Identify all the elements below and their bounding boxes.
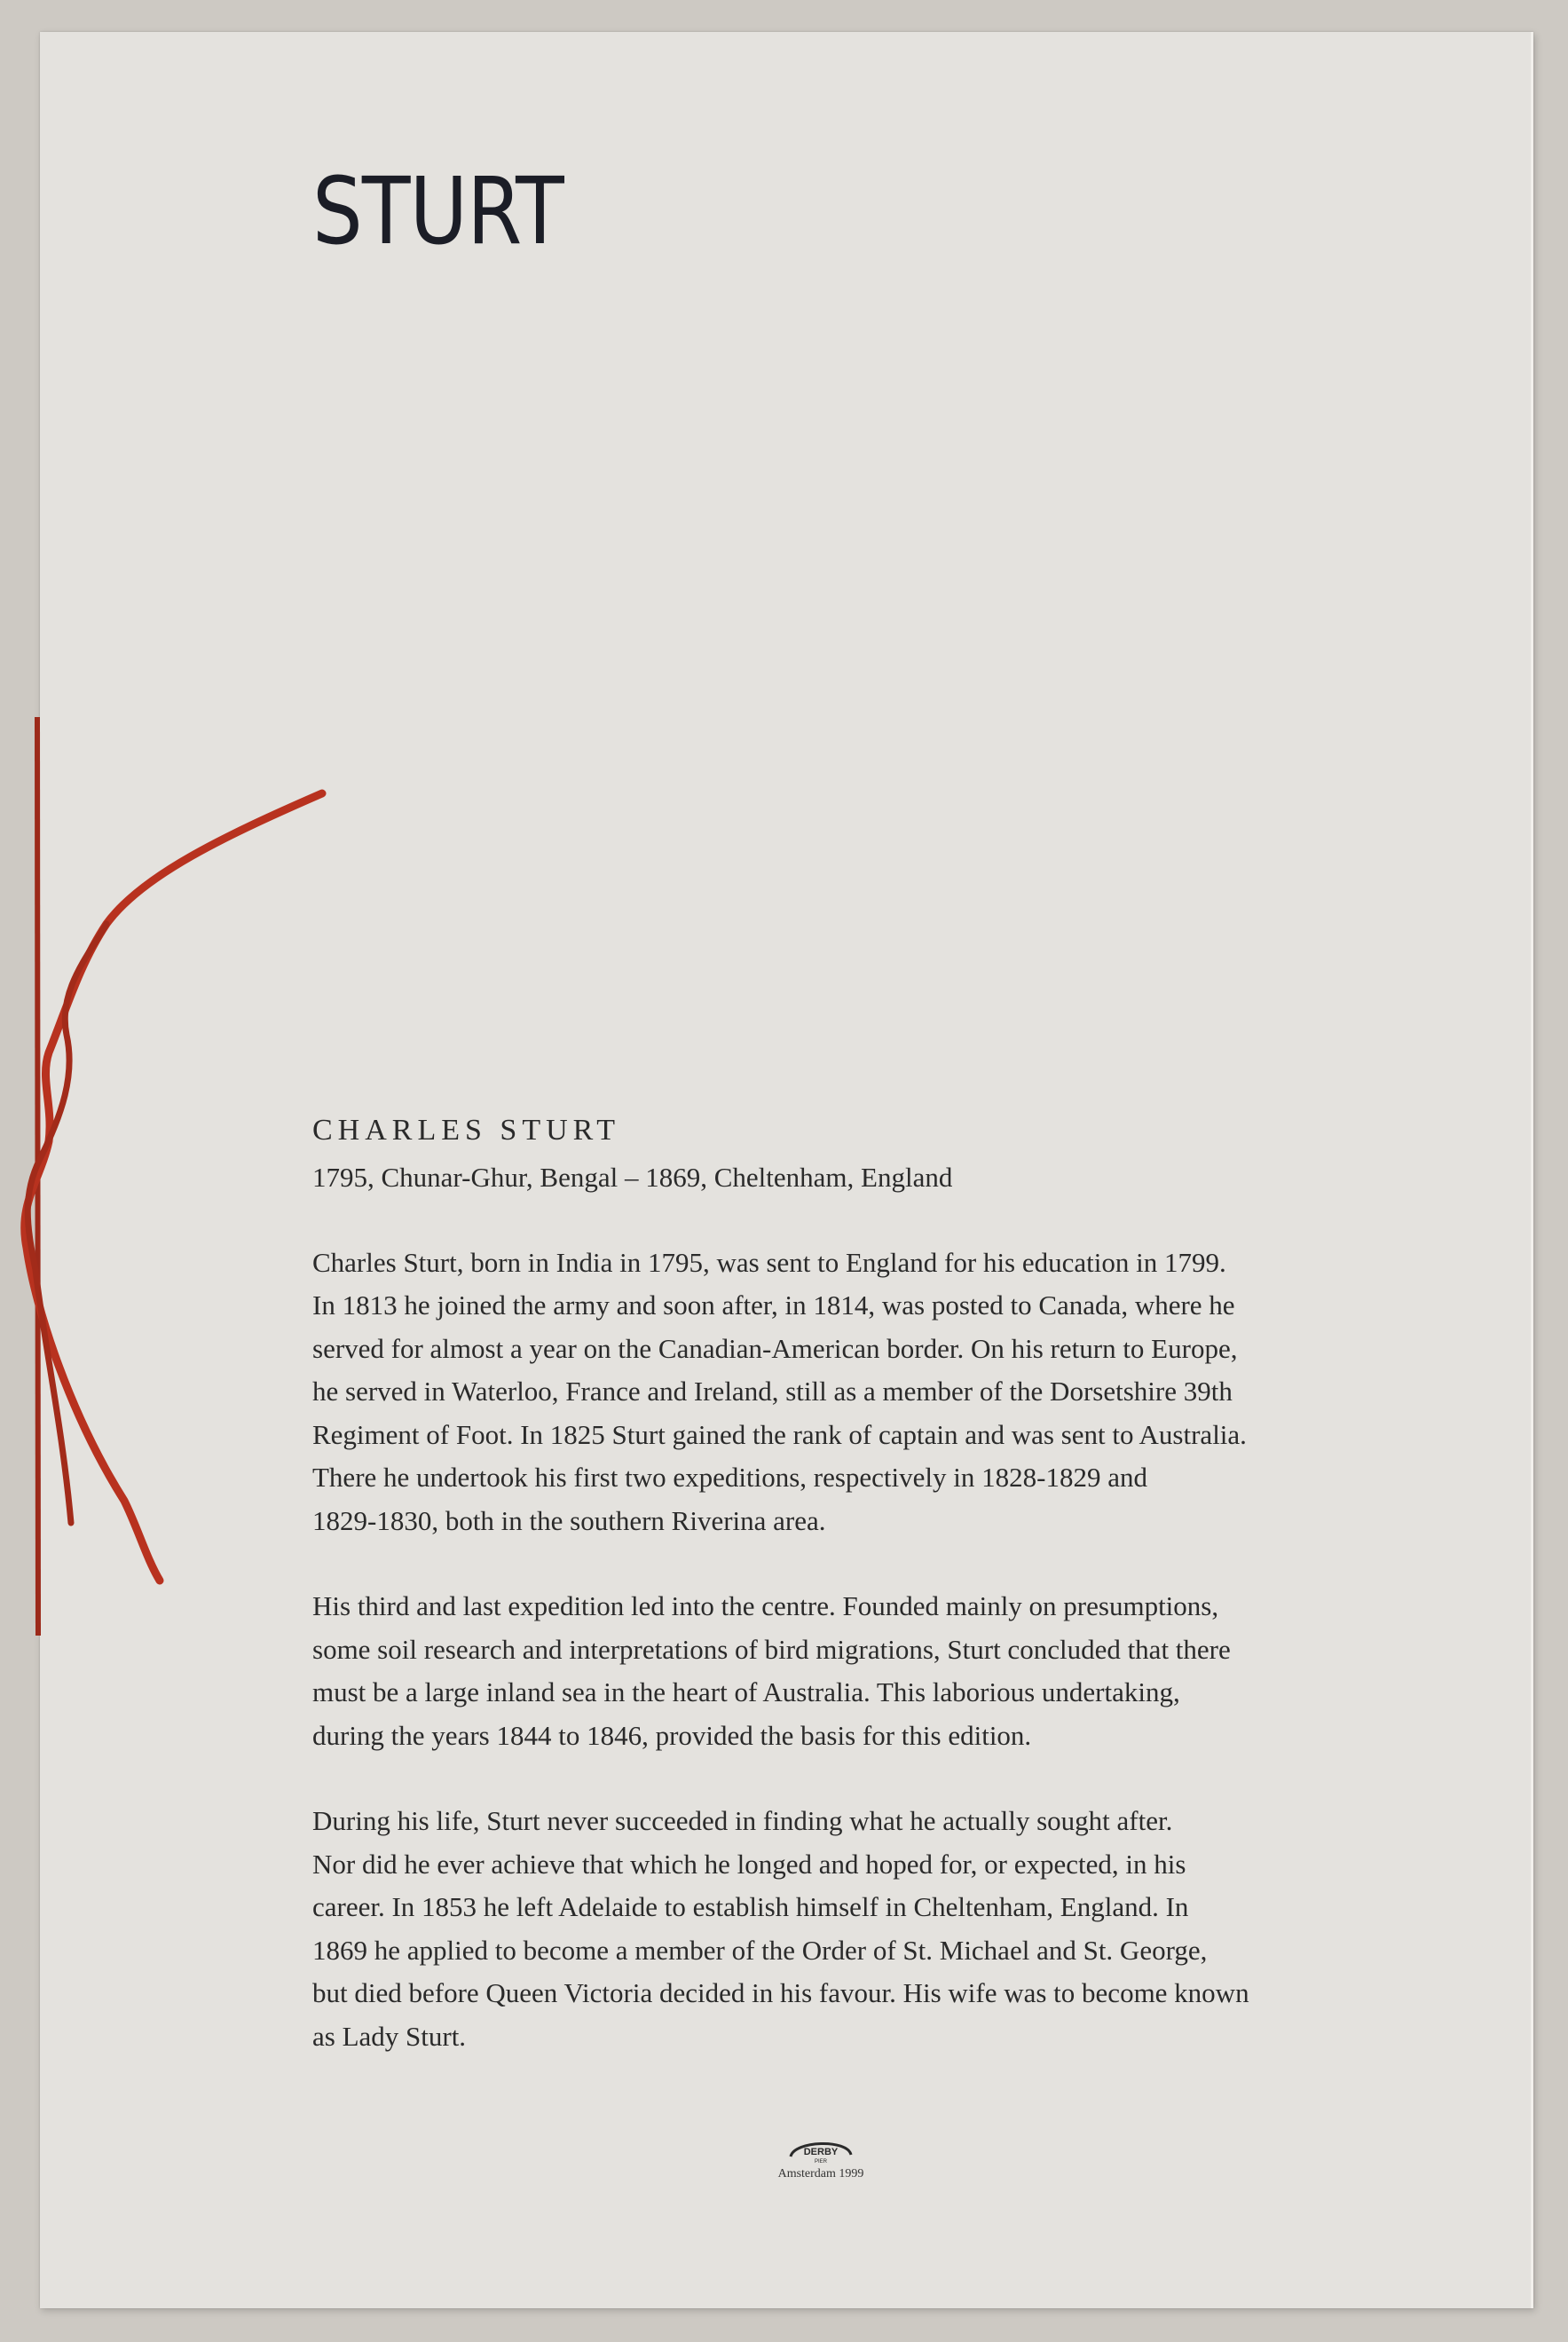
text-line: 1829-1830, both in the southern Riverina area.	[312, 1504, 826, 1536]
text-line: but died before Queen Victoria decided in his favour. His wife was to become known	[312, 1977, 1249, 2009]
publisher-colophon	[732, 2133, 910, 2181]
text-line: 1869 he applied to become a member of the Order of St. Michael and St. George,	[312, 1934, 1208, 1966]
text-line: career. In 1853 he left Adelaide to establish himself in Cheltenham, England. In	[312, 1891, 1189, 1923]
biography-section	[312, 1113, 1359, 2058]
paragraph	[312, 1585, 1359, 1757]
text-line: During his life, Sturt never succeeded in finding what he actually sought after.	[312, 1805, 1173, 1837]
svg-text:PIER: PIER	[814, 2159, 828, 2165]
text-line: In 1813 he joined the army and soon after, in 1814, was posted to Canada, where he	[312, 1289, 1235, 1321]
text-line: must be a large inland sea in the heart of Australia. This laborious undertaking,	[312, 1676, 1180, 1708]
text-line: during the years 1844 to 1846, provided the basis for this edition.	[312, 1719, 1032, 1751]
paragraph	[312, 1242, 1359, 1543]
text-line: Regiment of Foot. In 1825 Sturt gained the rank of captain and was sent to Australia.	[312, 1418, 1247, 1450]
derby-pier-logo-icon	[784, 2133, 858, 2165]
text-line: as Lady Sturt.	[312, 2020, 467, 2052]
text-line: There he undertook his first two expeditions, respectively in 1828-1829 and	[312, 1462, 1147, 1494]
page-title: STURT	[312, 157, 563, 265]
paragraph	[312, 1800, 1359, 2058]
text-line: served for almost a year on the Canadian-American border. On his return to Europe,	[312, 1332, 1238, 1364]
author-dates: 1795, Chunar-Ghur, Bengal – 1869, Cheltenham, England	[312, 1161, 953, 1193]
booklet-cover	[40, 32, 1533, 2308]
svg-text:DERBY: DERBY	[803, 2147, 839, 2157]
author-name: CHARLES STURT	[312, 1114, 621, 1147]
imprint-text: Amsterdam 1999	[777, 2167, 864, 2180]
text-line: he served in Waterloo, France and Ireland, still as a member of the Dorsetshire 39th	[312, 1376, 1233, 1408]
text-line: His third and last expedition led into the centre. Founded mainly on presumptions,	[312, 1590, 1219, 1622]
text-line: some soil research and interpretations of bird migrations, Sturt concluded that there	[312, 1633, 1231, 1665]
text-line: Charles Sturt, born in India in 1795, was sent to England for his education in 1799.	[312, 1246, 1226, 1278]
text-line: Nor did he ever achieve that which he longed and hoped for, or expected, in his	[312, 1848, 1186, 1880]
